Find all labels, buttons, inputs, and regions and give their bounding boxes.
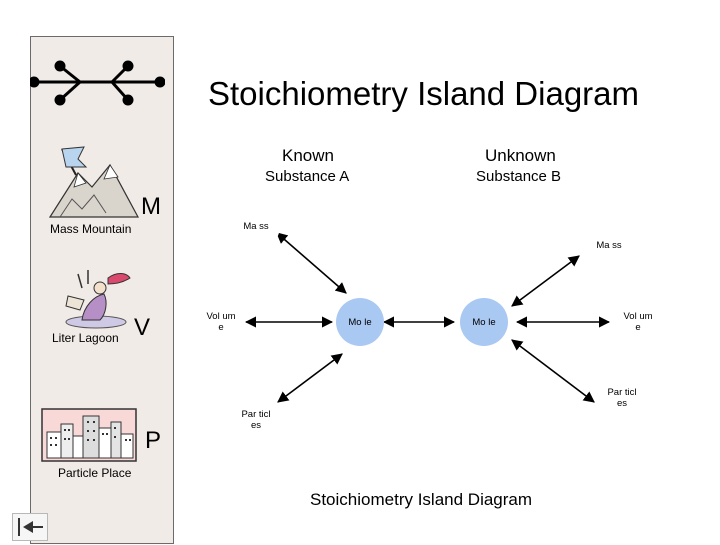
volume-letter: V [134,314,151,341]
mass-mountain-label: Mass Mountain [50,222,132,236]
known-header: Known [282,146,334,165]
page-title: Stoichiometry Island Diagram [208,75,639,112]
arrow-mole-b-particles-b [512,340,594,402]
back-arrow-icon [13,514,47,540]
arrow-mole-a-particles-a [278,354,342,402]
particle-place-label: Particle Place [58,466,132,480]
node-mole-a: Mo le [336,298,384,346]
node-mass-b: Ma ss [585,221,633,269]
diagram-caption: Stoichiometry Island Diagram [310,490,533,509]
arrow-mass-a-mole-a [277,233,346,293]
unknown-header: Unknown [485,146,556,165]
back-button[interactable] [12,513,48,541]
node-volume-b: Vol um e [614,298,662,346]
node-particles-a: Par ticl es [232,396,280,444]
node-particles-b: Par ticl es [598,374,646,422]
mass-letter: M [141,193,161,220]
substance-a-label: Substance A [265,168,350,185]
substance-b-label: Substance B [476,168,562,185]
arrow-mole-b-mass-b [512,256,579,306]
node-volume-a: Vol um e [197,298,245,346]
liter-lagoon-label: Liter Lagoon [52,331,119,345]
node-mass-a: Ma ss [232,202,280,250]
particles-letter: P [145,427,162,454]
node-mole-b: Mo le [460,298,508,346]
